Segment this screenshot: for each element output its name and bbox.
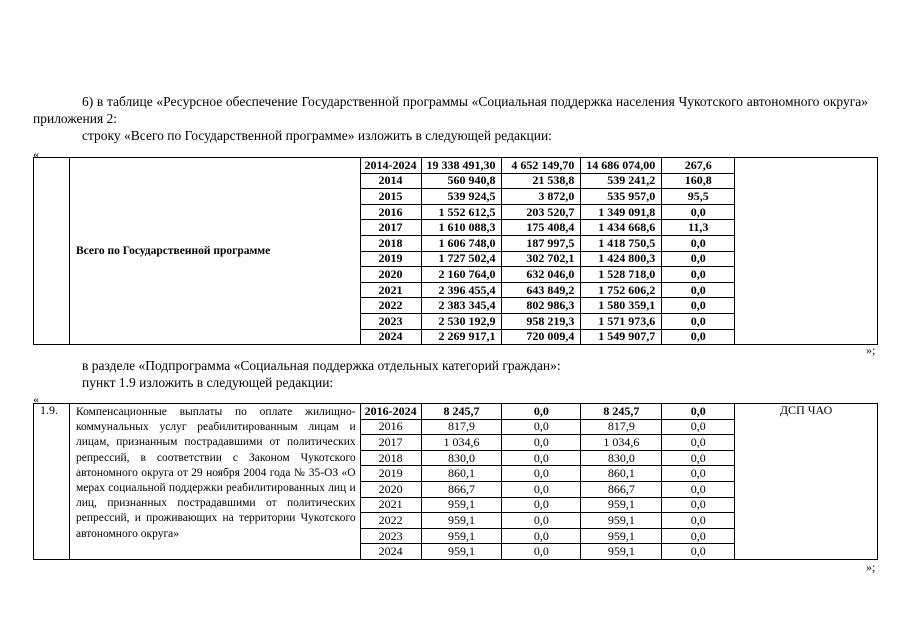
value-cell: 1 606 748,0 <box>421 235 502 251</box>
year-cell: 2023 <box>360 528 421 544</box>
value-cell: 95,5 <box>662 189 735 205</box>
value-cell: 0,0 <box>502 450 581 466</box>
value-cell: 14 686 074,00 <box>581 158 662 174</box>
year-cell: 2024 <box>360 329 421 345</box>
value-cell: 0,0 <box>662 282 735 298</box>
year-cell: 2018 <box>360 450 421 466</box>
value-cell: 959,1 <box>421 513 502 529</box>
intro-line-1: 6) в таблице «Ресурсное обеспечение Государственной программы «Социальная поддержка населения Чукотского автономного округа» приложения 2: <box>33 94 868 126</box>
intro-paragraph <box>33 93 868 127</box>
value-cell: 539 241,2 <box>581 173 662 189</box>
value-cell: 1 727 502,4 <box>421 251 502 267</box>
subprogram-table-item-1-9 <box>33 403 878 560</box>
value-cell: 0,0 <box>662 466 735 482</box>
year-cell: 2016-2024 <box>360 404 421 420</box>
item-description: Компенсационные выплаты по оплате жилищно-коммунальных услуг реабилитированным лицам и лицам, признанным пострадавшими от политических репрессий, в соответствии с Законом Чукотского автономного округа от 29 ноября 2004 года № 35-ОЗ «О мерах социальной поддержки реабилитированных лиц и лиц, признанных пострадавшими от политических репрессий, и проживающих на территории Чукотского автономного округа» <box>69 404 360 560</box>
value-cell: 959,1 <box>581 513 662 529</box>
value-cell: 0,0 <box>502 513 581 529</box>
open-quote-1: « <box>33 147 39 161</box>
value-cell: 0,0 <box>662 513 735 529</box>
value-cell: 866,7 <box>421 481 502 497</box>
value-cell: 1 349 091,8 <box>581 204 662 220</box>
value-cell: 959,1 <box>421 528 502 544</box>
row-label: Всего по Государственной программе <box>69 158 360 345</box>
value-cell: 560 940,8 <box>421 173 502 189</box>
value-cell: 860,1 <box>581 466 662 482</box>
section2-line-1: в разделе «Подпрограмма «Социальная поддержка отдельных категорий граждан»: <box>82 358 561 373</box>
value-cell: 0,0 <box>662 235 735 251</box>
value-cell: 1 528 718,0 <box>581 267 662 283</box>
year-cell: 2018 <box>360 235 421 251</box>
value-cell: 830,0 <box>421 450 502 466</box>
value-cell: 0,0 <box>662 481 735 497</box>
value-cell: 0,0 <box>502 435 581 451</box>
value-cell: 2 160 764,0 <box>421 267 502 283</box>
value-cell: 0,0 <box>502 404 581 420</box>
empty-cell <box>34 158 70 345</box>
value-cell: 1 552 612,5 <box>421 204 502 220</box>
value-cell: 8 245,7 <box>421 404 502 420</box>
value-cell: 535 957,0 <box>581 189 662 205</box>
value-cell: 0,0 <box>502 481 581 497</box>
year-cell: 2014-2024 <box>360 158 421 174</box>
year-cell: 2021 <box>360 497 421 513</box>
table-row <box>34 158 878 174</box>
value-cell: 860,1 <box>421 466 502 482</box>
year-cell: 2017 <box>360 220 421 236</box>
section2-line-2: пункт 1.9 изложить в следующей редакции: <box>82 375 334 390</box>
year-cell: 2015 <box>360 189 421 205</box>
close-quote-1: »; <box>866 343 876 357</box>
value-cell: 1 610 088,3 <box>421 220 502 236</box>
value-cell: 1 034,6 <box>421 435 502 451</box>
value-cell: 8 245,7 <box>581 404 662 420</box>
value-cell: 0,0 <box>662 251 735 267</box>
value-cell: 0,0 <box>502 544 581 560</box>
value-cell: 160,8 <box>662 173 735 189</box>
value-cell: 959,1 <box>581 528 662 544</box>
value-cell: 539 924,5 <box>421 189 502 205</box>
value-cell: 0,0 <box>662 313 735 329</box>
value-cell: 1 571 973,6 <box>581 313 662 329</box>
value-cell: 0,0 <box>502 528 581 544</box>
close-quote-2: »; <box>866 560 876 574</box>
intro-line-2: строку «Всего по Государственной программе» изложить в следующей редакции: <box>82 128 552 143</box>
value-cell: 0,0 <box>662 404 735 420</box>
value-cell: 2 396 455,4 <box>421 282 502 298</box>
year-cell: 2020 <box>360 267 421 283</box>
value-cell: 632 046,0 <box>502 267 581 283</box>
value-cell: 2 269 917,1 <box>421 329 502 345</box>
value-cell: 817,9 <box>421 419 502 435</box>
year-cell: 2022 <box>360 298 421 314</box>
value-cell: 1 752 606,2 <box>581 282 662 298</box>
value-cell: 2 383 345,4 <box>421 298 502 314</box>
value-cell: 959,1 <box>581 497 662 513</box>
resource-table-total <box>33 157 878 345</box>
value-cell: 21 538,8 <box>502 173 581 189</box>
value-cell: 0,0 <box>502 466 581 482</box>
value-cell: 0,0 <box>662 435 735 451</box>
value-cell: 11,3 <box>662 220 735 236</box>
value-cell: 958 219,3 <box>502 313 581 329</box>
value-cell: 0,0 <box>662 267 735 283</box>
value-cell: 4 652 149,70 <box>502 158 581 174</box>
value-cell: 0,0 <box>662 298 735 314</box>
value-cell: 0,0 <box>662 544 735 560</box>
value-cell: 19 338 491,30 <box>421 158 502 174</box>
value-cell: 1 580 359,1 <box>581 298 662 314</box>
value-cell: 267,6 <box>662 158 735 174</box>
year-cell: 2017 <box>360 435 421 451</box>
value-cell: 817,9 <box>581 419 662 435</box>
value-cell: 830,0 <box>581 450 662 466</box>
value-cell: 802 986,3 <box>502 298 581 314</box>
value-cell: 0,0 <box>662 204 735 220</box>
year-cell: 2019 <box>360 251 421 267</box>
value-cell: 187 997,5 <box>502 235 581 251</box>
year-cell: 2014 <box>360 173 421 189</box>
value-cell: 0,0 <box>502 497 581 513</box>
year-cell: 2023 <box>360 313 421 329</box>
value-cell: 959,1 <box>421 544 502 560</box>
value-cell: 1 549 907,7 <box>581 329 662 345</box>
value-cell: 203 520,7 <box>502 204 581 220</box>
year-cell: 2019 <box>360 466 421 482</box>
open-quote-2: « <box>33 392 39 406</box>
value-cell: 720 009,4 <box>502 329 581 345</box>
value-cell: 1 424 800,3 <box>581 251 662 267</box>
value-cell: 0,0 <box>502 419 581 435</box>
year-cell: 2022 <box>360 513 421 529</box>
value-cell: 0,0 <box>662 497 735 513</box>
year-cell: 2016 <box>360 419 421 435</box>
value-cell: 0,0 <box>662 329 735 345</box>
value-cell: 1 434 668,6 <box>581 220 662 236</box>
value-cell: 0,0 <box>662 528 735 544</box>
value-cell: 2 530 192,9 <box>421 313 502 329</box>
value-cell: 0,0 <box>662 450 735 466</box>
executor-cell: ДСП ЧАО <box>735 404 878 560</box>
value-cell: 959,1 <box>581 544 662 560</box>
table-row <box>34 404 878 420</box>
value-cell: 302 702,1 <box>502 251 581 267</box>
value-cell: 959,1 <box>421 497 502 513</box>
year-cell: 2021 <box>360 282 421 298</box>
year-cell: 2024 <box>360 544 421 560</box>
year-cell: 2020 <box>360 481 421 497</box>
item-index: 1.9. <box>34 404 70 560</box>
value-cell: 175 408,4 <box>502 220 581 236</box>
value-cell: 1 418 750,5 <box>581 235 662 251</box>
value-cell: 0,0 <box>662 419 735 435</box>
value-cell: 643 849,2 <box>502 282 581 298</box>
year-cell: 2016 <box>360 204 421 220</box>
empty-cell <box>735 158 878 345</box>
value-cell: 866,7 <box>581 481 662 497</box>
value-cell: 1 034,6 <box>581 435 662 451</box>
value-cell: 3 872,0 <box>502 189 581 205</box>
